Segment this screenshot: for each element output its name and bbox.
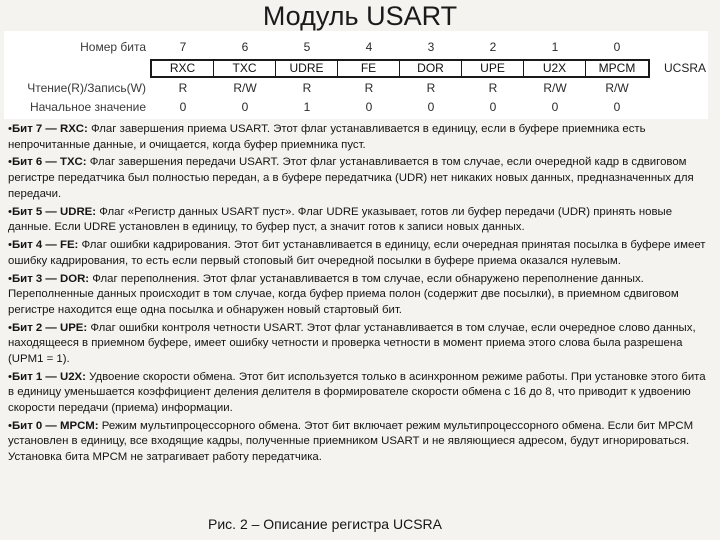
access-cell: R xyxy=(302,81,312,95)
bit-name-cell: U2X xyxy=(524,61,586,76)
bit-label: Бит 1 — U2X: xyxy=(12,370,86,383)
bit-number-cell: 1 xyxy=(551,40,559,54)
bit-description xyxy=(8,321,714,368)
bit-text: Удвоение скорости обмена. Этот бит используется только в асинхронном режиме работы. При установке этого бита в единицу уменьшается коэффициент деления делителя в формирователе скорости обмена с 16 до 8, что приводит к удвоению скорости передачи (приема) информации. xyxy=(8,370,706,414)
bit-number-row xyxy=(4,38,708,57)
access-cell: R/W xyxy=(233,81,257,95)
bit-label: Бит 4 — FE: xyxy=(12,239,79,252)
initial-value-row xyxy=(4,98,708,117)
bullet: • xyxy=(8,156,12,169)
bit-description xyxy=(8,238,714,269)
initial-value-cell: 0 xyxy=(365,100,373,114)
bullet: • xyxy=(8,239,12,252)
register-name: UCSRA xyxy=(664,61,707,75)
bullet: • xyxy=(8,419,12,432)
bullet: • xyxy=(8,123,12,135)
bullet: • xyxy=(8,272,12,285)
bit-description xyxy=(8,155,714,202)
bit-name-cell: RXC xyxy=(152,61,214,76)
bit-number-cell: 0 xyxy=(613,40,621,54)
bit-description xyxy=(8,272,714,319)
bit-descriptions xyxy=(8,122,714,468)
bit-text: Флаг завершения приема USART. Этот флаг устанавливается в единицу, если в буфере приемника есть непрочитанные данные, и очищается, когда буфер приемника пуст. xyxy=(8,123,646,151)
bit-label: Бит 0 — MPCM: xyxy=(12,419,99,432)
initial-value-cell: 0 xyxy=(179,100,187,114)
access-cell: R/W xyxy=(605,81,629,95)
bit-label: Бит 6 — TXC: xyxy=(12,156,87,169)
access-cell: R xyxy=(426,81,436,95)
bit-text: Флаг переполнения. Этот флаг устанавливается в том случае, если обнаружено переполнение данных. Переполненные данных происходит в том случае, когда буфер приема полон (содержит две посылки), в приемном сдвиговом регистре находится еще одна посылка и обнаружен новый стартовый бит. xyxy=(8,272,679,316)
bit-name-cell: TXC xyxy=(214,61,276,76)
bit-name-cell: DOR xyxy=(400,61,462,76)
initial-value-cell: 0 xyxy=(551,100,559,114)
initial-value-cell: 0 xyxy=(489,100,497,114)
bit-number-label: Номер бита xyxy=(80,40,146,54)
bit-text: Флаг завершения передачи USART. Этот флаг устанавливается в том случае, если очередной кадр в сдвиговом регистре передатчика был полностью передан, а в буфере передатчика (UDR) нет никаких новых данных, предназначенных для передачи. xyxy=(8,156,694,200)
bit-text: Флаг «Регистр данных USART пуст». Флаг UDRE указывает, готов ли буфер передачи (UDR) принять новые данные. Если UDRE установлен в единицу, то буфер пуст, а значит готов к записи новых данных. xyxy=(8,205,673,234)
bit-number-cell: 2 xyxy=(489,40,497,54)
register-diagram xyxy=(4,31,708,119)
bit-name-cell: UDRE xyxy=(276,61,338,76)
bullet: • xyxy=(8,370,12,383)
bit-number-cell: 5 xyxy=(303,40,311,54)
initial-value-cell: 0 xyxy=(427,100,435,114)
access-cell: R xyxy=(488,81,498,95)
access-row xyxy=(4,79,708,98)
bit-description xyxy=(8,122,714,153)
bit-label: Бит 2 — UPE: xyxy=(12,321,88,334)
bullet: • xyxy=(8,205,12,218)
bit-number-cell: 4 xyxy=(365,40,373,54)
bit-number-cell: 3 xyxy=(427,40,435,54)
bit-number-cell: 7 xyxy=(179,40,187,54)
access-cell: R xyxy=(178,81,188,95)
initial-value-cell: 1 xyxy=(303,100,311,114)
bit-text: Режим мультипроцессорного обмена. Этот бит включает режим мультипроцессорного обмена. Если бит MPCM установлен в единицу, все входящие кадры, полученные приемником USART и не являющиеся адресом, будут игнорироваться. Установка бита MPCM не затрагивает работу передатчика. xyxy=(8,419,694,463)
bit-text: Флаг ошибки контроля четности USART. Этот флаг устанавливается в том случае, если очередное слово данных, находящееся в приемном буфере, имеет ошибку четности и проверка четности в момент приема этого слова была разрешена (UPM1 = 1). xyxy=(8,321,696,365)
bit-name-cell: MPCM xyxy=(598,61,636,75)
access-label: Чтение(R)/Запись(W) xyxy=(27,81,146,95)
initial-value-cell: 0 xyxy=(241,100,249,114)
figure-caption: Рис. 2 – Описание регистра UCSRA xyxy=(208,516,442,532)
bit-name-cell: FE xyxy=(338,61,400,76)
access-cell: R/W xyxy=(543,81,567,95)
bit-description xyxy=(8,205,714,236)
bit-label: Бит 5 — UDRE: xyxy=(12,205,97,218)
access-cell: R xyxy=(364,81,374,95)
bit-label: Бит 3 — DOR: xyxy=(12,272,90,285)
bit-description xyxy=(8,419,714,466)
bit-number-cell: 6 xyxy=(241,40,249,54)
bullet: • xyxy=(8,321,12,334)
bit-name-cell: UPE xyxy=(462,61,524,76)
initial-value-label: Начальное значение xyxy=(29,100,146,114)
register-bit-box xyxy=(150,59,650,78)
bit-text: Флаг ошибки кадрирования. Этот бит устанавливается в единицу, если очередная принятая посылка в буфере имеет ошибку кадрирования, то есть если первый стоповый бит очередной посылки в буфере приема оказался нулевым. xyxy=(8,239,706,267)
slide-title: Модуль USART xyxy=(262,1,458,31)
bit-label: Бит 7 — RXC: xyxy=(12,123,88,135)
bit-description xyxy=(8,370,714,417)
initial-value-cell: 0 xyxy=(613,100,621,114)
